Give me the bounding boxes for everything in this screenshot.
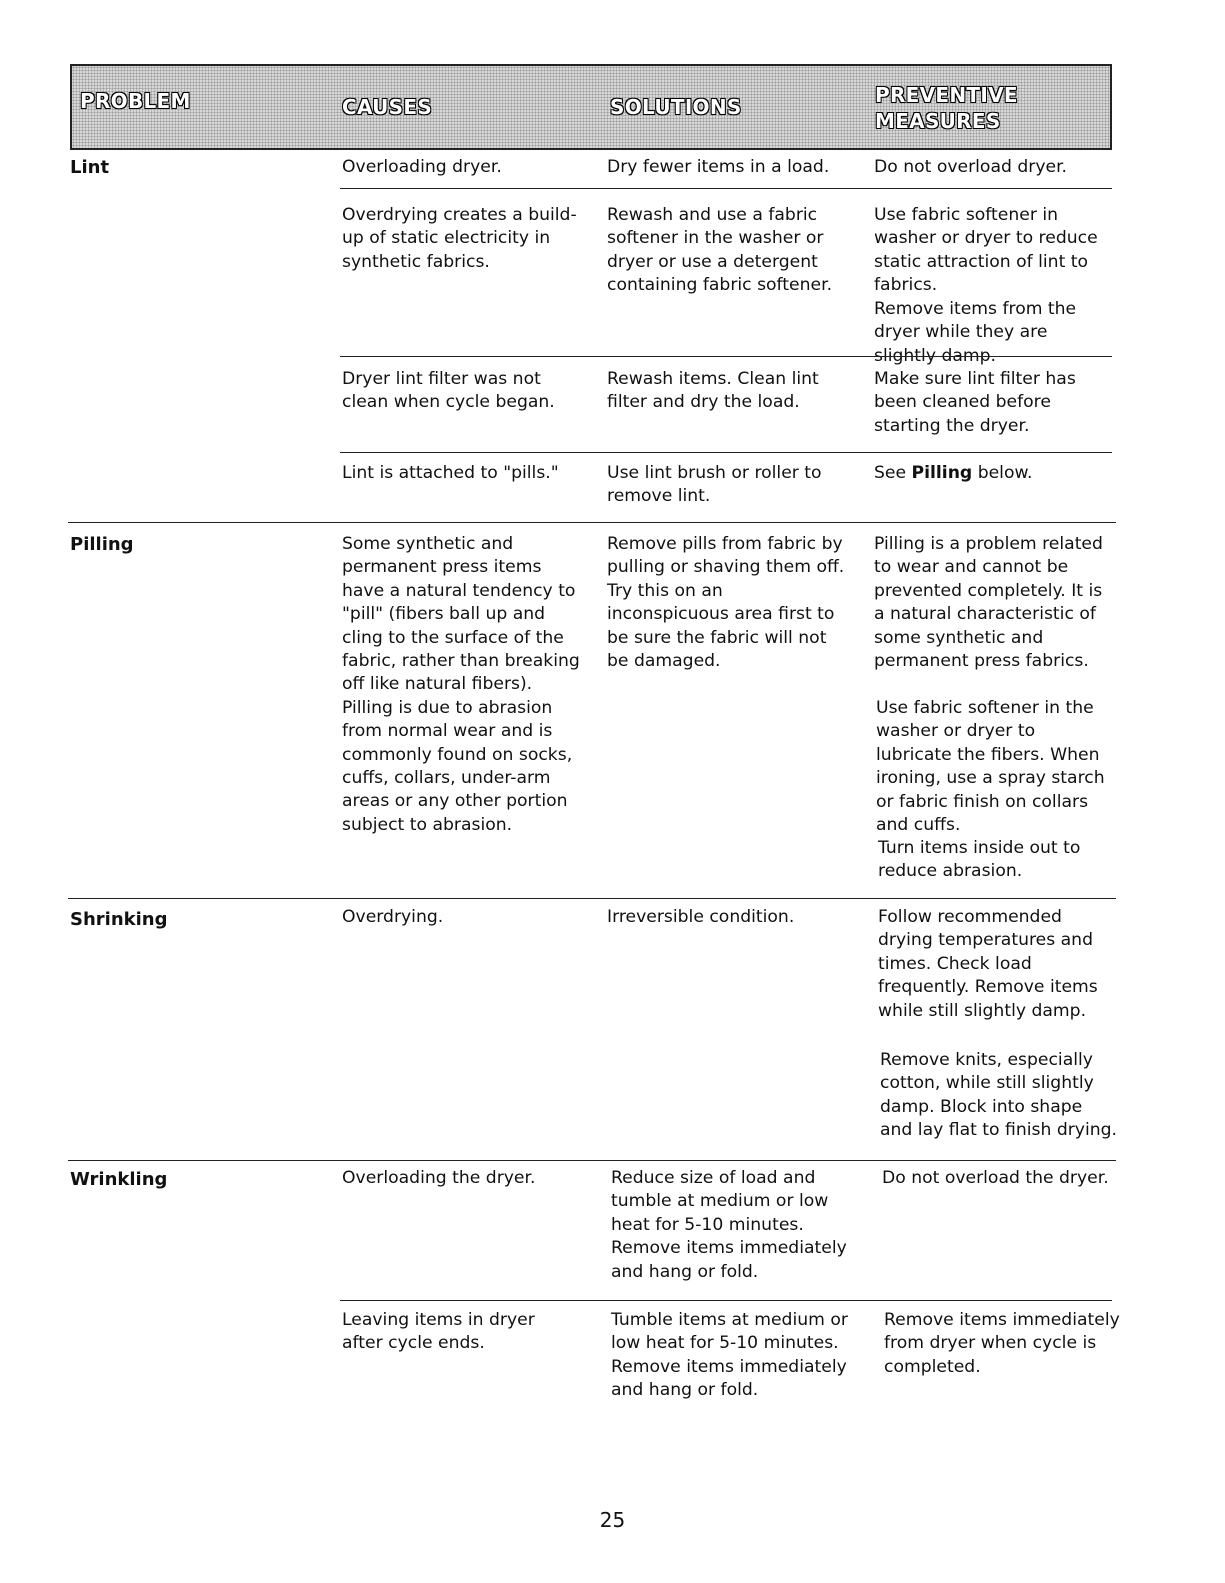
header-preventive-measures: PREVENTIVE MEASURES (875, 83, 1018, 133)
pilling-measure-1: Pilling is a problem related to wear and cannot be prevented completely. It is a natural characteristic of some synthetic and permanent press fabrics. (874, 534, 1103, 672)
problem-label-lint: Lint (70, 157, 110, 178)
header-causes: CAUSES (342, 95, 433, 119)
wrinkling-solution-2: Tumble items at medium or low heat for 5-10 minutes. Remove items immediately and hang or fold. (611, 1310, 848, 1401)
pilling-solution: Remove pills from fabric by pulling or shaving them off. Try this on an inconspicuous area first to be sure the fabric will not be damaged. (607, 534, 845, 672)
shrinking-measure-2: Remove knits, especially cotton, while still slightly damp. Block into shape and lay flat to finish drying. (880, 1050, 1118, 1141)
problem-label-pilling: Pilling (70, 534, 134, 555)
lint-measure-2b: Remove items from the dryer while they are slightly damp. (874, 299, 1077, 366)
shrinking-measure-1: Follow recommended drying temperatures and times. Check load frequently. Remove items while still slightly damp. (878, 907, 1098, 1021)
lint-solution-2: Rewash and use a fabric softener in the washer or dryer or use a detergent containing fabric softener. (607, 205, 833, 296)
lint-measure-4: See Pilling below. (874, 463, 1033, 483)
wrinkling-solution-1: Reduce size of load and tumble at medium or low heat for 5-10 minutes. Remove items immediately and hang or fold. (611, 1168, 847, 1282)
pilling-cause: Some synthetic and permanent press items have a natural tendency to "pill" (fibers ball up and cling to the surface of the fabric, rather than breaking off like natural fibers). Pilling is due to abrasion from normal wear and is commonly found on socks, cuffs, collars, under-arm areas or any other portion subject to abrasion. (342, 534, 580, 835)
page-number: 25 (599, 1508, 626, 1532)
row-divider (340, 1300, 1112, 1301)
lint-cause-1: Overloading dryer. (342, 157, 502, 177)
table-header (70, 64, 1112, 150)
pilling-measure-2: Use fabric softener in the washer or dryer to lubricate the fibers. When ironing, use a spray starch or fabric finish on collars and cuffs. (876, 698, 1105, 836)
lint-solution-3: Rewash items. Clean lint filter and dry the load. (607, 369, 819, 413)
lint-cause-2: Overdrying creates a build-up of static electricity in synthetic fabrics. (342, 205, 577, 272)
lint-measure-2a: Use fabric softener in washer or dryer to reduce static attraction of lint to fabrics. (874, 205, 1098, 296)
lint-measure-3: Make sure lint filter has been cleaned before starting the dryer. (874, 369, 1076, 436)
lint-cause-4: Lint is attached to "pills." (342, 463, 559, 483)
pilling-reference: Pilling (911, 463, 973, 483)
lint-cause-3: Dryer lint filter was not clean when cycle began. (342, 369, 555, 413)
pilling-measure-3: Turn items inside out to reduce abrasion. (878, 838, 1081, 882)
shrinking-solution: Irreversible condition. (607, 907, 795, 927)
header-problem: PROBLEM (80, 89, 191, 113)
problem-label-wrinkling: Wrinkling (70, 1169, 168, 1190)
section-divider (68, 522, 1116, 523)
problem-label-shrinking: Shrinking (70, 909, 168, 930)
wrinkling-measure-1: Do not overload the dryer. (882, 1168, 1109, 1188)
section-divider (68, 898, 1116, 899)
row-divider (340, 452, 1112, 453)
wrinkling-cause-1: Overloading the dryer. (342, 1168, 536, 1188)
lint-measure-1: Do not overload dryer. (874, 157, 1068, 177)
lint-solution-4: Use lint brush or roller to remove lint. (607, 463, 822, 507)
lint-solution-1: Dry fewer items in a load. (607, 157, 830, 177)
header-solutions: SOLUTIONS (610, 95, 742, 119)
row-divider (340, 188, 1112, 189)
shrinking-cause: Overdrying. (342, 907, 444, 927)
wrinkling-measure-2: Remove items immediately from dryer when cycle is completed. (884, 1310, 1120, 1377)
section-divider (68, 1160, 1116, 1161)
row-divider (340, 356, 1112, 357)
wrinkling-cause-2: Leaving items in dryer after cycle ends. (342, 1310, 535, 1354)
